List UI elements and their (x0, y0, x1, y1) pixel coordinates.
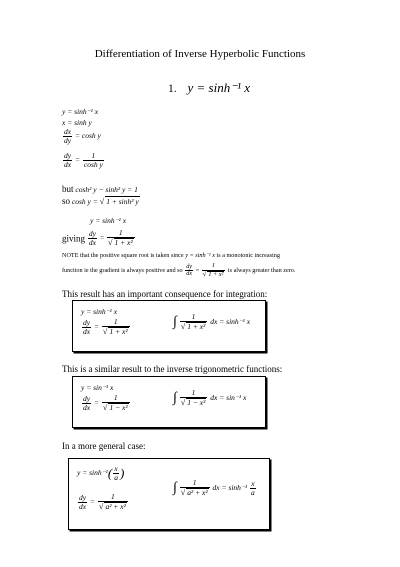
equals-sign: = (74, 155, 81, 165)
sqrt-radicand: a² + x² (187, 487, 208, 497)
giving-label: giving (62, 233, 86, 244)
fraction-denominator: dx (88, 237, 96, 247)
integral-result: dx = sin⁻¹ x (210, 392, 247, 402)
cosh-line (62, 196, 140, 206)
box-left-derivative (77, 493, 129, 512)
paragraph-trig: This is a similar result to the inverse trigonometric functions: (62, 364, 283, 374)
equation-rhs: = cosh y (74, 131, 101, 141)
fraction-numerator: dy (64, 151, 72, 160)
sqrt-icon: √ (98, 501, 104, 511)
fraction-numerator: 1 (102, 318, 130, 327)
sqrt-icon: √ (180, 321, 186, 331)
fraction-denominator: dx (79, 501, 87, 511)
fraction-denominator: cosh y (83, 159, 103, 169)
rparen-icon: ) (119, 465, 125, 481)
section-equation: y = sinh⁻¹ x (187, 80, 250, 95)
fraction-denominator: dx (64, 159, 72, 169)
derivation-line-4 (62, 152, 105, 169)
box-left-derivative (81, 318, 131, 337)
sqrt-radicand: 1 + x² (208, 270, 224, 278)
box-left-top: y = sinh⁻¹ x (81, 307, 118, 316)
sqrt-radicand: 1 − x² (187, 397, 206, 407)
equals-sign: = (99, 232, 105, 242)
sqrt-icon: √ (202, 270, 207, 278)
fraction-denominator: a (114, 472, 118, 482)
derivation-line-3 (62, 128, 101, 145)
section-heading (168, 80, 250, 96)
derivation-line-2: x = sinh y (62, 118, 92, 127)
paragraph-integration: This result has an important consequence for integration: (62, 289, 268, 299)
fraction-numerator: x (251, 478, 255, 488)
result-box-general (68, 458, 270, 530)
box-left-derivative (81, 394, 131, 413)
equals-sign: = (93, 321, 100, 331)
equals-sign: = (93, 397, 100, 407)
equation-lhs: y = sinh⁻¹ (77, 468, 108, 478)
box-right-integral (173, 313, 250, 332)
fraction-numerator: dy (83, 317, 91, 327)
fraction-numerator: x (114, 464, 118, 473)
derivation-line-1: y = sinh⁻¹ x (62, 107, 99, 116)
box-left-top: y = sin⁻¹ x (81, 383, 114, 392)
fraction-numerator: 1 (180, 479, 210, 488)
box-right-integral (173, 389, 246, 408)
paragraph-general: In a more general case: (62, 441, 146, 451)
sqrt-radicand: 1 + x² (114, 237, 133, 247)
fraction-numerator: 1 (98, 493, 128, 502)
but-label: but (62, 184, 74, 194)
integral-icon: ∫ (173, 480, 177, 496)
fraction-numerator: 1 (83, 152, 104, 161)
sqrt-radicand: 1 + sinh² y (106, 197, 139, 206)
fraction-numerator: dy (79, 492, 87, 502)
sqrt-icon: √ (99, 197, 105, 206)
fraction-denominator: a (251, 487, 255, 497)
note-text: is a monotonic increasing (216, 252, 280, 259)
fraction-numerator: dy (83, 393, 91, 403)
note-expression: y = sinh⁻¹ x (185, 252, 215, 259)
sqrt-radicand: 1 + x² (187, 321, 206, 331)
note-text: is always greater than zero. (227, 267, 296, 274)
sqrt-icon: √ (102, 326, 108, 336)
fraction-denominator: dx (83, 402, 91, 412)
result-box-sin (72, 376, 266, 428)
box-right-integral (173, 479, 257, 498)
so-label: so (62, 196, 71, 206)
sqrt-radicand: 1 + x² (109, 326, 128, 336)
sqrt-radicand: a² + x² (105, 501, 126, 511)
integral-result: dx = sinh⁻¹ (212, 482, 248, 492)
fraction-numerator: 1 (107, 229, 135, 238)
section-number: 1. (168, 83, 177, 95)
fraction-numerator: 1 (202, 263, 226, 271)
fraction-numerator: dy (186, 262, 193, 270)
fraction-denominator: dy (64, 135, 72, 145)
giving-top-line: y = sinh⁻¹ x (90, 216, 127, 225)
identity-line (62, 184, 138, 194)
sqrt-icon: √ (102, 402, 108, 412)
fraction-numerator: 1 (180, 313, 208, 322)
equals-sign: = (89, 496, 96, 506)
fraction-denominator: dx (83, 326, 91, 336)
note-text: NOTE that the positive square root is taken since (62, 252, 184, 259)
identity-expression: cosh² y − sinh² y = 1 (75, 185, 138, 194)
lparen-icon: ( (107, 465, 113, 481)
fraction-numerator: 1 (180, 389, 208, 398)
giving-line (62, 229, 136, 248)
result-box-sinh (72, 300, 266, 352)
integral-icon: ∫ (173, 314, 177, 330)
cosh-expression: cosh y = (71, 197, 98, 206)
note-line-2 (62, 263, 295, 278)
sqrt-icon: √ (180, 487, 186, 497)
box-left-top (77, 465, 124, 482)
fraction-denominator: dx (186, 270, 193, 277)
equals-sign: = (195, 266, 200, 274)
sqrt-icon: √ (180, 397, 186, 407)
note-line-1 (62, 252, 280, 259)
sqrt-icon: √ (107, 237, 113, 247)
note-text: function ie the gradient is always positive and so (62, 267, 183, 274)
fraction-numerator: dx (64, 127, 72, 136)
page-title: Differentiation of Inverse Hyperbolic Functions (94, 48, 306, 60)
fraction-numerator: 1 (102, 394, 130, 403)
integral-result: dx = sinh⁻¹ x (210, 316, 251, 326)
fraction-numerator: dy (88, 228, 96, 238)
sqrt-radicand: 1 − x² (109, 402, 128, 412)
integral-icon: ∫ (173, 390, 177, 406)
